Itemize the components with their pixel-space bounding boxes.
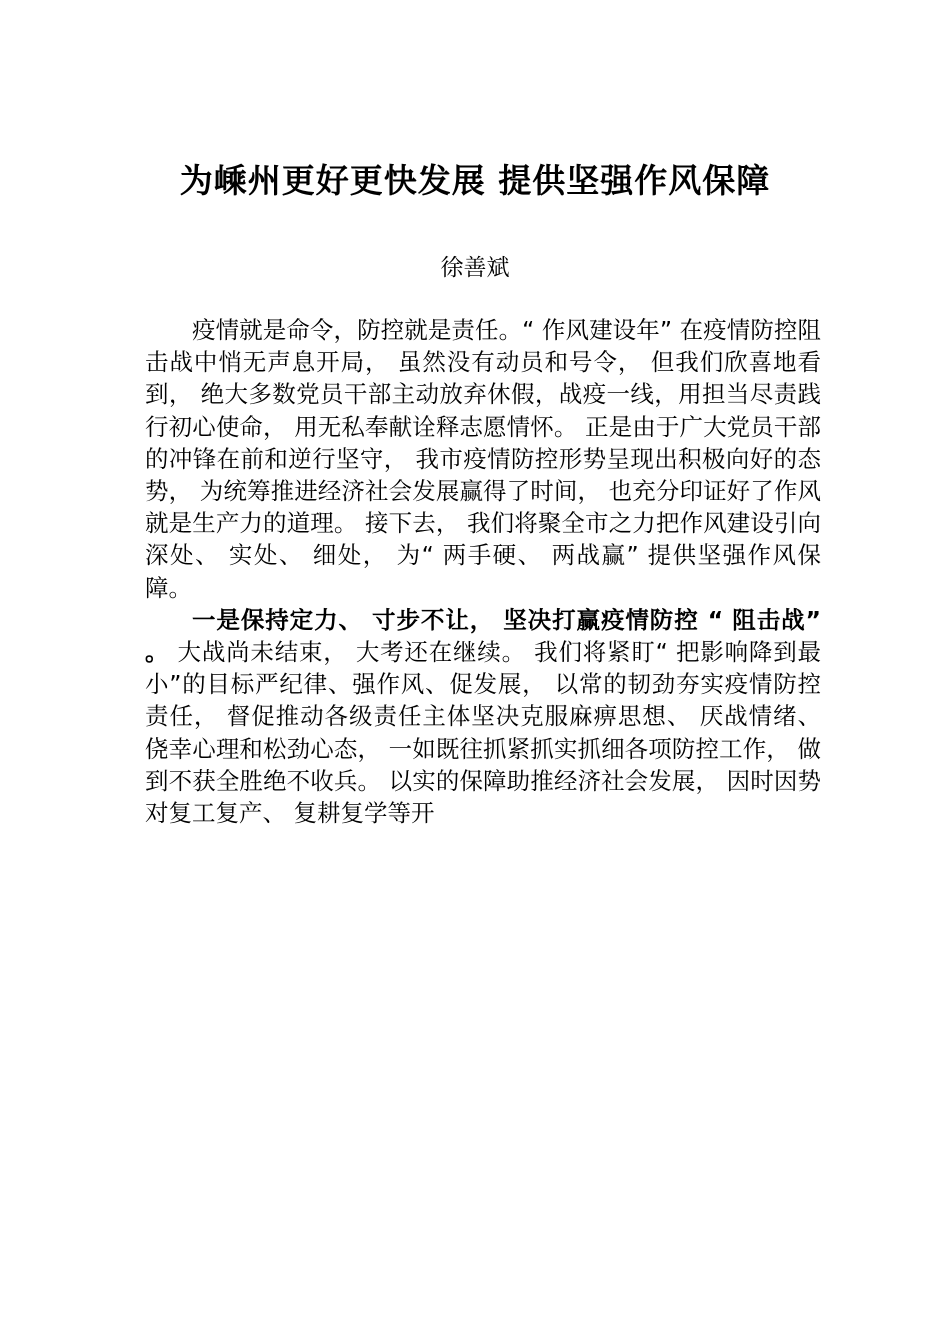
paragraph-1-text: 疫情就是命令，防控就是责任。“ 作风建设年” 在疫情防控阻击战中悄无声息开局， 虽然没有动员和号令， 但我们欣喜地看到， 绝大多数党员干部主动放弃休假，战疫一线，用担当尽责践行初心使命， 用无私奉献诠释志愿情怀。 正是由于广大党员干部的冲锋在前和逆行坚守， 我市疫情防控形势呈现出积极向好的态势， 为统筹推进经济社会发展赢得了时间， 也充分印证好了作风就是生产力的道理。 接下去， 我们将聚全市之力把作风建设引向深处、 实处、 细处， 为“ 两手硬、 两战赢” 提供坚强作风保障。 [145,316,821,602]
document-title: 为嵊州更好更快发展 提供坚强作风保障 [179,161,771,200]
paragraph-1 [145,314,821,604]
paragraph-2 [145,604,821,829]
document-body [145,314,821,829]
paragraph-2-lead: 一是保持定力、 寸步不让， 坚决打赢疫情防控 “ 阻击战” 。 [145,605,821,667]
paragraph-2-text: 大战尚未结束， 大考还在继续。 我们将紧盯“ 把影响降到最小”的目标严纪律、强作风、促发展， 以常的韧劲夯实疫情防控责任， 督促推动各级责任主体坚决克服麻痹思想、 厌战情绪、 侥幸心理和松劲心态， 一如既往抓紧抓实抓细各项防控工作， 做到不获全胜绝不收兵。 以实的保障助推经济社会发展， 因时因势对复工复产、 复耕复学等开 [145,638,821,828]
author-name: 徐善斌 [440,255,510,281]
